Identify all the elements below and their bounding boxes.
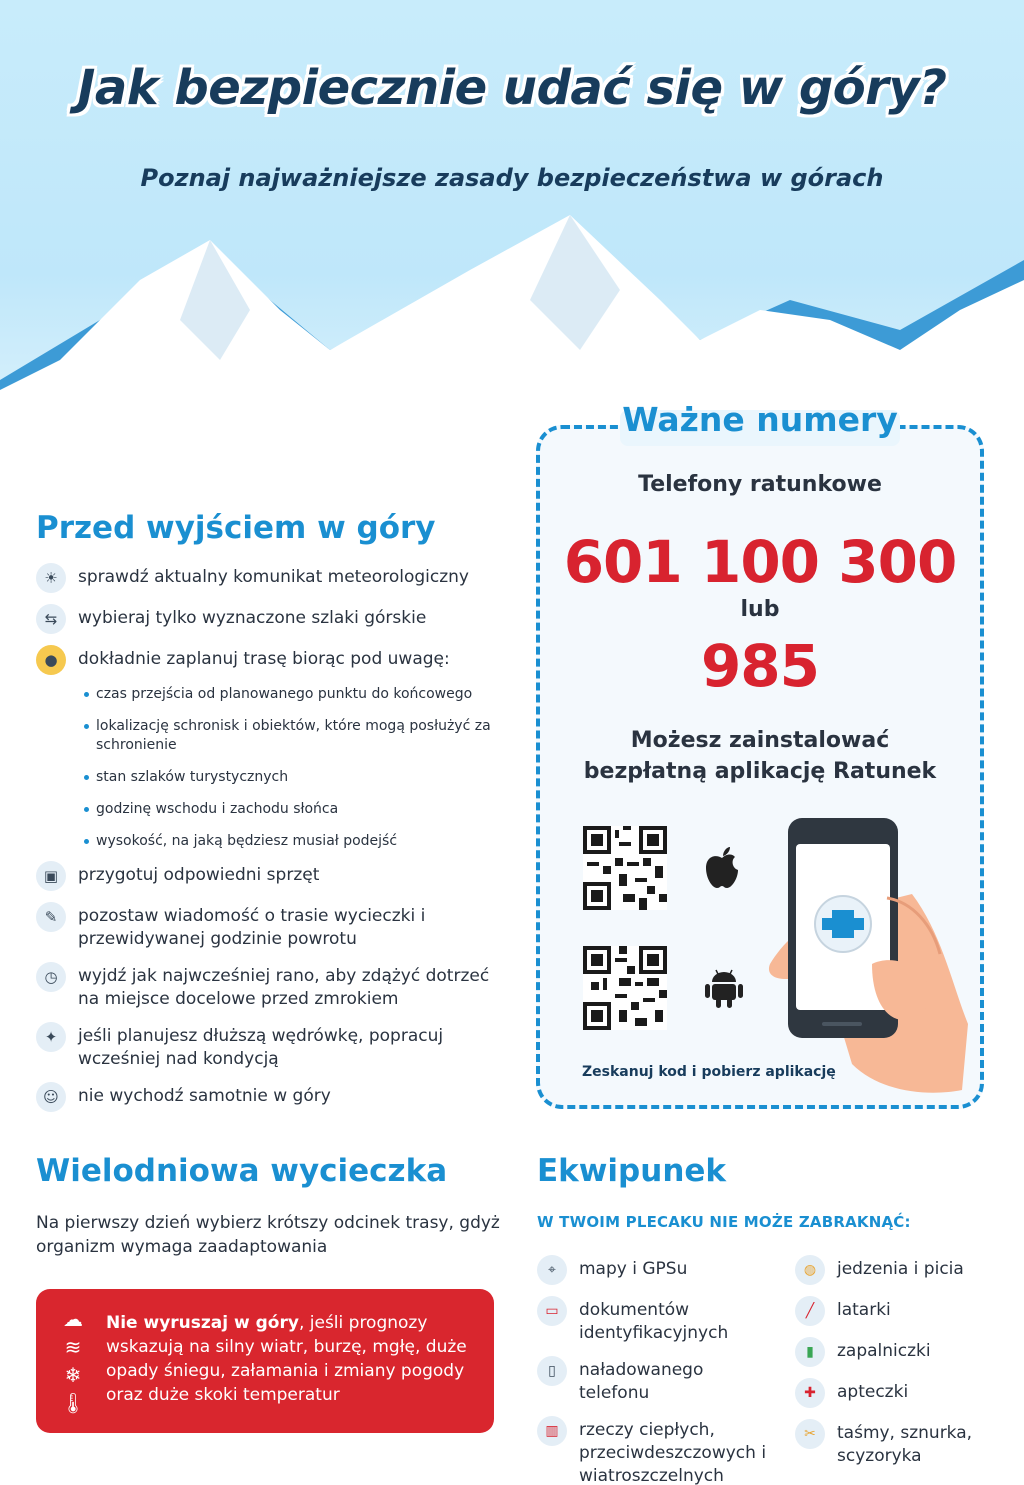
wind-icon: ≋ — [64, 1335, 82, 1359]
storm-cloud-icon: ☁ — [63, 1307, 83, 1331]
scan-instruction: Zeskanuj kod i pobierz aplikację — [582, 1064, 836, 1080]
sub-list-item: stan szlaków turystycznych — [82, 768, 506, 787]
clothes-icon: ▥ — [537, 1416, 567, 1446]
id-card-icon: ▭ — [537, 1296, 567, 1326]
food-drink-icon: ◍ — [795, 1255, 825, 1285]
list-item: ✂ taśmy, sznurka, scyzoryka — [795, 1422, 995, 1468]
fitness-icon: ✦ — [36, 1022, 66, 1052]
list-item: ▣ przygotuj odpowiedni sprzęt — [36, 864, 506, 891]
list-item: ◷ wyjdź jak najwcześniej rano, aby zdążyć dotrzeć na miejsce docelowe przed zmrokiem — [36, 965, 506, 1011]
clock-icon: ◷ — [36, 962, 66, 992]
signpost-icon: ⇆ — [36, 604, 66, 634]
list-item: ◍ jedzenia i picia — [795, 1258, 995, 1285]
sub-list-item: godzinę wschodu i zachodu słońca — [82, 800, 506, 819]
warning-text — [106, 1311, 486, 1407]
list-item: ▯ naładowanego telefonu — [537, 1359, 777, 1405]
list-item: ☀ sprawdź aktualny komunikat meteorologiczny — [36, 566, 506, 593]
thermometer-icon: 🌡 — [60, 1391, 86, 1415]
list-item: ▮ zapalniczki — [795, 1340, 995, 1367]
sub-list-item: lokalizację schronisk i obiektów, które mogą posłużyć za schronienie — [82, 717, 506, 755]
secondary-rescue-number: 985 — [700, 632, 820, 700]
first-aid-icon: ✚ — [795, 1378, 825, 1408]
equipment-section-title: Ekwipunek — [537, 1153, 727, 1189]
sub-list — [82, 685, 506, 851]
lighter-icon: ▮ — [795, 1337, 825, 1367]
weather-warning-box — [36, 1289, 494, 1433]
warning-bold: Nie wyruszaj w góry — [106, 1313, 299, 1333]
multiday-section-title: Wielodniowa wycieczka — [36, 1153, 448, 1189]
multiday-text: Na pierwszy dzień wybierz krótszy odcinek trasy, gdyż organizm wymaga zaadaptowania — [36, 1213, 500, 1257]
ios-qr-code[interactable] — [583, 826, 667, 910]
people-icon: ☺ — [36, 1082, 66, 1112]
app-info-line1: Możesz zainstalować — [630, 728, 890, 753]
phone-icon: ▯ — [537, 1356, 567, 1386]
list-item: ✦ jeśli planujesz dłuższą wędrówkę, popracuj wcześniej nad kondycją — [36, 1025, 506, 1071]
equipment-list-right — [795, 1258, 995, 1468]
numbers-title: Ważne numery — [622, 400, 898, 439]
or-label: lub — [740, 597, 780, 622]
page-title: Jak bezpiecznie udać się w góry? — [77, 60, 947, 116]
equipment-list-left — [537, 1258, 777, 1485]
list-item: ⇆ wybieraj tylko wyznaczone szlaki górskie — [36, 607, 506, 634]
list-item: ✎ pozostaw wiadomość o trasie wycieczki i przewidywanej godzinie powrotu — [36, 905, 506, 951]
list-item: ⌖ mapy i GPSu — [537, 1258, 777, 1285]
sub-list-item: wysokość, na jaką będziesz musiał podejść — [82, 832, 506, 851]
rescue-phones-label: Telefony ratunkowe — [638, 472, 882, 497]
list-item: ● dokładnie zaplanuj trasę biorąc pod uwagę: — [36, 648, 506, 675]
list-item: ☺ nie wychodź samotnie w góry — [36, 1085, 506, 1112]
map-plan-icon: ● — [36, 645, 66, 675]
android-qr-code[interactable] — [583, 946, 667, 1030]
app-info-line2: bezpłatną aplikację Ratunek — [583, 759, 937, 784]
page-subtitle: Poznaj najważniejsze zasady bezpieczeństwa w górach — [140, 164, 884, 192]
list-item: ╱ latarki — [795, 1299, 995, 1326]
apple-icon — [700, 846, 744, 900]
note-icon: ✎ — [36, 902, 66, 932]
android-icon — [702, 966, 746, 1020]
before-section-title: Przed wyjściem w góry — [36, 510, 436, 546]
map-gps-icon: ⌖ — [537, 1255, 567, 1285]
phone-in-hand-illustration — [762, 814, 972, 1096]
warning-rest: , jeśli prognozy wskazują na silny wiatr, burzę, mgłę, duże opady śniegu, załamania i zmiany pogody oraz duże skoki temperatur — [106, 1313, 467, 1405]
list-item: ▭ dokumentów identyfikacyjnych — [537, 1299, 777, 1345]
primary-rescue-number: 601 100 300 — [563, 528, 957, 596]
gear-equipment-icon: ▣ — [36, 861, 66, 891]
list-item: ✚ apteczki — [795, 1381, 995, 1408]
sub-list-item: czas przejścia od planowanego punktu do końcowego — [82, 685, 506, 704]
tools-icon: ✂ — [795, 1419, 825, 1449]
snowflake-icon: ❄ — [64, 1363, 82, 1387]
equipment-heading: W TWOIM PLECAKU NIE MOŻE ZABRAKNĄĆ: — [537, 1213, 911, 1231]
list-item: ▥ rzeczy ciepłych, przeciwdeszczowych i wiatroszczelnych — [537, 1419, 777, 1485]
weather-icon: ☀ — [36, 563, 66, 593]
flashlight-icon: ╱ — [795, 1296, 825, 1326]
before-list — [36, 566, 506, 1126]
